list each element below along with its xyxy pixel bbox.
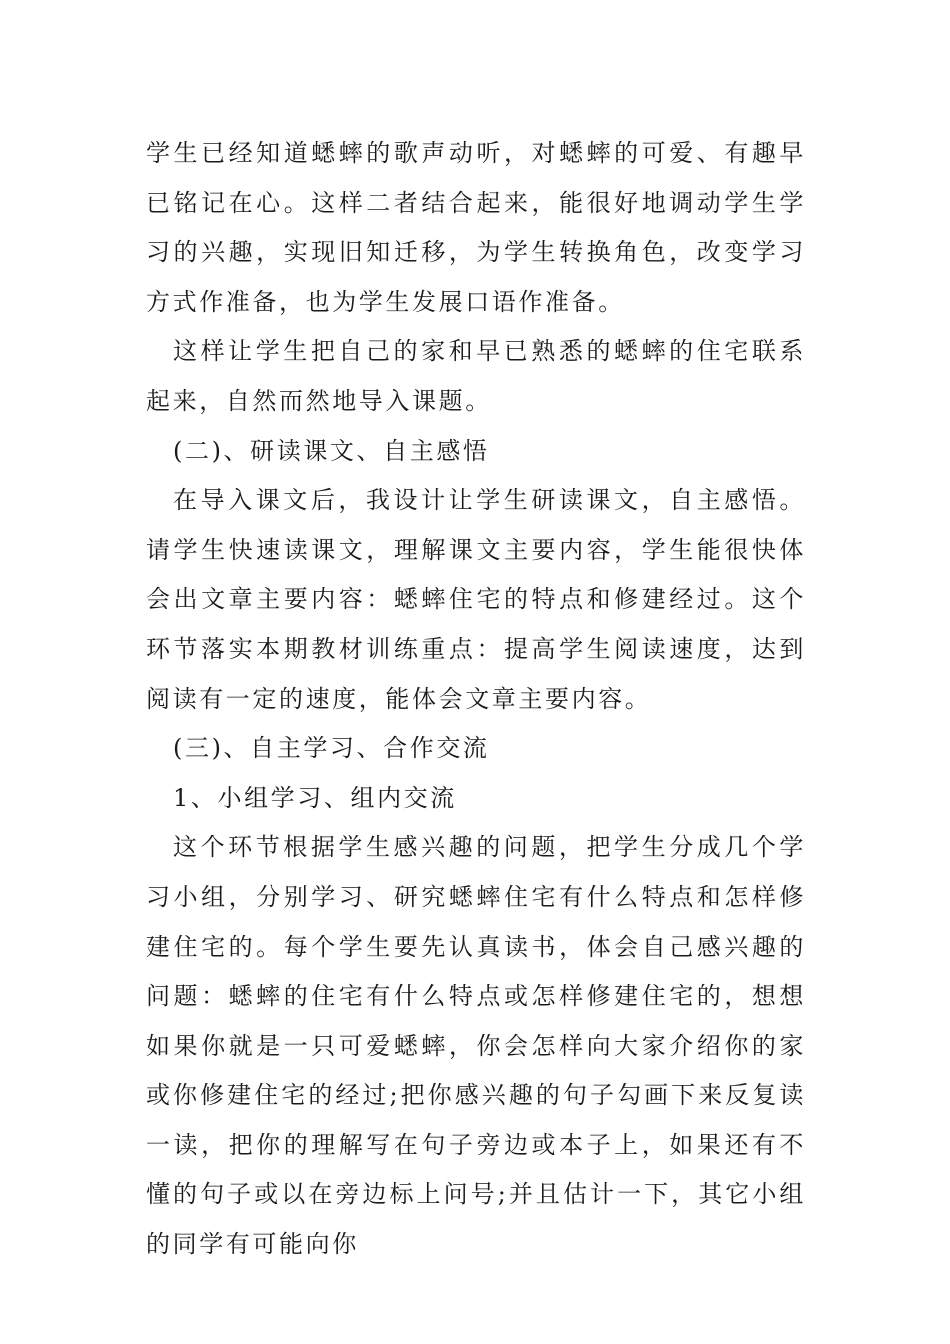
section-heading-2: (二)、研读课文、自主感悟 — [173, 436, 490, 465]
paragraph-continuation: 学生已经知道蟋蟀的歌声动听，对蟋蟀的可爱、有趣早已铭记在心。这样二者结合起来，能很好地调动学生学习的兴趣，实现旧知迁移，为学生转换角色，改变学习方式作准备，也为学生发展口语作准备。 — [146, 139, 806, 316]
section-heading-3: (三)、自主学习、合作交流 — [173, 734, 490, 763]
document-body — [146, 129, 806, 1270]
paragraph-read-text: 在导入课文后，我设计让学生研读课文，自主感悟。请学生快速读课文，理解课文主要内容，学生能很快体会出文章主要内容：蟋蟀住宅的特点和修建经过。这个环节落实本期教材训练重点：提高学生阅读速度，达到阅读有一定的速度，能体会文章主要内容。 — [146, 486, 806, 713]
paragraph-group-study: 这个环节根据学生感兴趣的问题，把学生分成几个学习小组，分别学习、研究蟋蟀住宅有什么特点和怎样修建住宅的。每个学生要先认真读书，体会自己感兴趣的问题：蟋蟀的住宅有什么特点或怎样修建住宅的，想想如果你就是一只可爱蟋蟀，你会怎样向大家介绍你的家或你修建住宅的经过;把你感兴趣的句子勾画下来反复读一读，把你的理解写在句子旁边或本子上，如果还有不懂的句子或以在旁边标上问号;并且估计一下，其它小组的同学有可能向你 — [146, 833, 806, 1259]
paragraph-intro-topic: 这样让学生把自己的家和早已熟悉的蟋蟀的住宅联系起来，自然而然地导入课题。 — [146, 337, 806, 415]
subsection-heading-1: 1、小组学习、组内交流 — [173, 783, 457, 812]
